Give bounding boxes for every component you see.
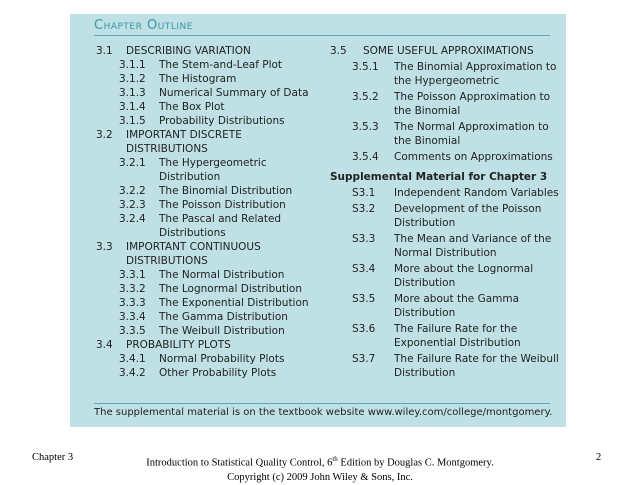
section-number: 3.2.2 (119, 185, 146, 197)
page-number: 2 (596, 452, 602, 463)
section-title: The Gamma Distribution (159, 311, 288, 323)
outline-entry (96, 72, 316, 86)
section-number: S3.3 (352, 233, 376, 245)
section-title: Independent Random Variables (394, 187, 559, 199)
section-title: The Normal Distribution (159, 269, 285, 281)
outline-entry (96, 240, 316, 268)
supplemental-website-note: The supplemental material is on the textbook website www.wiley.com/college/montgomery. (94, 407, 553, 418)
book-citation (140, 452, 500, 485)
outline-entry (330, 90, 562, 118)
title-divider (94, 35, 550, 36)
entry-spacer (330, 380, 562, 382)
supplemental-list (330, 186, 562, 382)
outline-entry (330, 232, 562, 260)
section-title: Comments on Approximations (394, 151, 553, 163)
section-number: 3.1.5 (119, 115, 146, 127)
section-title: SOME USEFUL APPROXIMATIONS (363, 45, 534, 57)
section-title: The Histogram (159, 73, 237, 85)
outline-right-column (330, 44, 562, 382)
outline-entry (330, 202, 562, 230)
outline-entry (96, 268, 316, 282)
outline-entry (330, 60, 562, 88)
section-number: 3.5 (330, 45, 347, 57)
outline-entry (96, 310, 316, 324)
section-number: 3.1.2 (119, 73, 146, 85)
outline-entry (96, 100, 316, 114)
outline-entry (96, 86, 316, 100)
section-title: The Poisson Distribution (159, 199, 286, 211)
section-title: The Pascal and Related Distributions (159, 213, 282, 239)
section-number: 3.4.1 (119, 353, 146, 365)
chapter-outline-panel (70, 14, 566, 427)
outline-entry (96, 44, 316, 58)
outline-entry (330, 186, 562, 200)
section-title: The Binomial Distribution (159, 185, 293, 197)
outline-entry (330, 292, 562, 320)
citation-edition-suffix: th (332, 455, 338, 463)
section-title: Development of the Poisson Distribution (394, 203, 542, 229)
section-number: 3.5.2 (352, 91, 379, 103)
section-title: The Stem-and-Leaf Plot (159, 59, 283, 71)
section-title: IMPORTANT CONTINUOUS DISTRIBUTIONS (126, 241, 261, 267)
section-title: Normal Probability Plots (159, 353, 285, 365)
outline-entry (96, 352, 316, 366)
supplemental-heading: Supplemental Material for Chapter 3 (330, 171, 548, 183)
outline-entry (96, 324, 316, 338)
section-number: 3.3.5 (119, 325, 146, 337)
outline-entry (96, 338, 316, 352)
entry-spacer (330, 164, 562, 166)
section-title: The Binomial Approximation to the Hypergeometric (394, 61, 557, 87)
section-number: 3.1.4 (119, 101, 146, 113)
outline-entry (330, 120, 562, 148)
outline-entry (96, 114, 316, 128)
section-title: The Exponential Distribution (159, 297, 309, 309)
section-number: S3.7 (352, 353, 376, 365)
citation-title: Introduction to Statistical Quality Control, 6 (146, 457, 333, 469)
section-number: 3.2.4 (119, 213, 146, 225)
section-title: The Failure Rate for the Exponential Distribution (394, 323, 521, 349)
section-title: The Weibull Distribution (159, 325, 285, 337)
outline-entry (96, 128, 316, 156)
section-number: 3.5.4 (352, 151, 379, 163)
chapter-label: Chapter 3 (32, 452, 74, 463)
section-number: 3.3 (96, 241, 113, 253)
section-number: 3.1.3 (119, 87, 146, 99)
section-title: IMPORTANT DISCRETE DISTRIBUTIONS (126, 129, 242, 155)
section-number: 3.2 (96, 129, 113, 141)
outline-entry (96, 58, 316, 72)
section-title: Numerical Summary of Data (159, 87, 309, 99)
section-number: S3.6 (352, 323, 376, 335)
citation-copyright: Copyright (c) 2009 John Wiley & Sons, Inc. (227, 471, 413, 483)
section-number: 3.3.1 (119, 269, 146, 281)
section-title: The Failure Rate for the Weibull Distribution (394, 353, 559, 379)
outline-entry (96, 184, 316, 198)
panel-title: Chapter Outline (94, 18, 193, 33)
outline-entry (96, 282, 316, 296)
section-title: The Poisson Approximation to the Binomial (394, 91, 551, 117)
section-title: The Normal Approximation to the Binomial (394, 121, 549, 147)
outline-entry (330, 150, 562, 164)
outline-entry (96, 198, 316, 212)
section-number: S3.5 (352, 293, 376, 305)
section-number: S3.2 (352, 203, 376, 215)
section-number: S3.1 (352, 187, 376, 199)
section-title: The Mean and Variance of the Normal Distribution (394, 233, 552, 259)
section-number: 3.3.2 (119, 283, 146, 295)
outline-left-column (96, 44, 316, 380)
section-number: 3.5.3 (352, 121, 379, 133)
outline-entry (96, 296, 316, 310)
section-number: 3.3.4 (119, 311, 146, 323)
section-number: S3.4 (352, 263, 376, 275)
section-title: The Box Plot (159, 101, 225, 113)
section-number: 3.4.2 (119, 367, 146, 379)
outline-entry (330, 322, 562, 350)
citation-author: Edition by Douglas C. Montgomery. (337, 457, 494, 469)
outline-entry (330, 262, 562, 290)
section-number: 3.5.1 (352, 61, 379, 73)
outline-entry (96, 212, 316, 240)
section-title: Other Probability Plots (159, 367, 277, 379)
section-number: 3.2.1 (119, 157, 146, 169)
outline-entry (330, 352, 562, 380)
outline-right-sections (330, 44, 562, 166)
section-title: DESCRIBING VARIATION (126, 45, 251, 57)
section-number: 3.1.1 (119, 59, 146, 71)
section-title: Probability Distributions (159, 115, 285, 127)
section-title: More about the Gamma Distribution (394, 293, 520, 319)
section-title: PROBABILITY PLOTS (126, 339, 231, 351)
footer-divider (94, 403, 550, 404)
outline-entry (96, 156, 316, 184)
section-title: The Hypergeometric Distribution (159, 157, 267, 183)
section-number: 3.2.3 (119, 199, 146, 211)
section-title: More about the Lognormal Distribution (394, 263, 534, 289)
section-title: The Lognormal Distribution (159, 283, 303, 295)
section-number: 3.1 (96, 45, 113, 57)
citation-line-1 (140, 452, 500, 471)
section-number: 3.3.3 (119, 297, 146, 309)
outline-entry (330, 44, 562, 58)
outline-entry (96, 366, 316, 380)
section-number: 3.4 (96, 339, 113, 351)
